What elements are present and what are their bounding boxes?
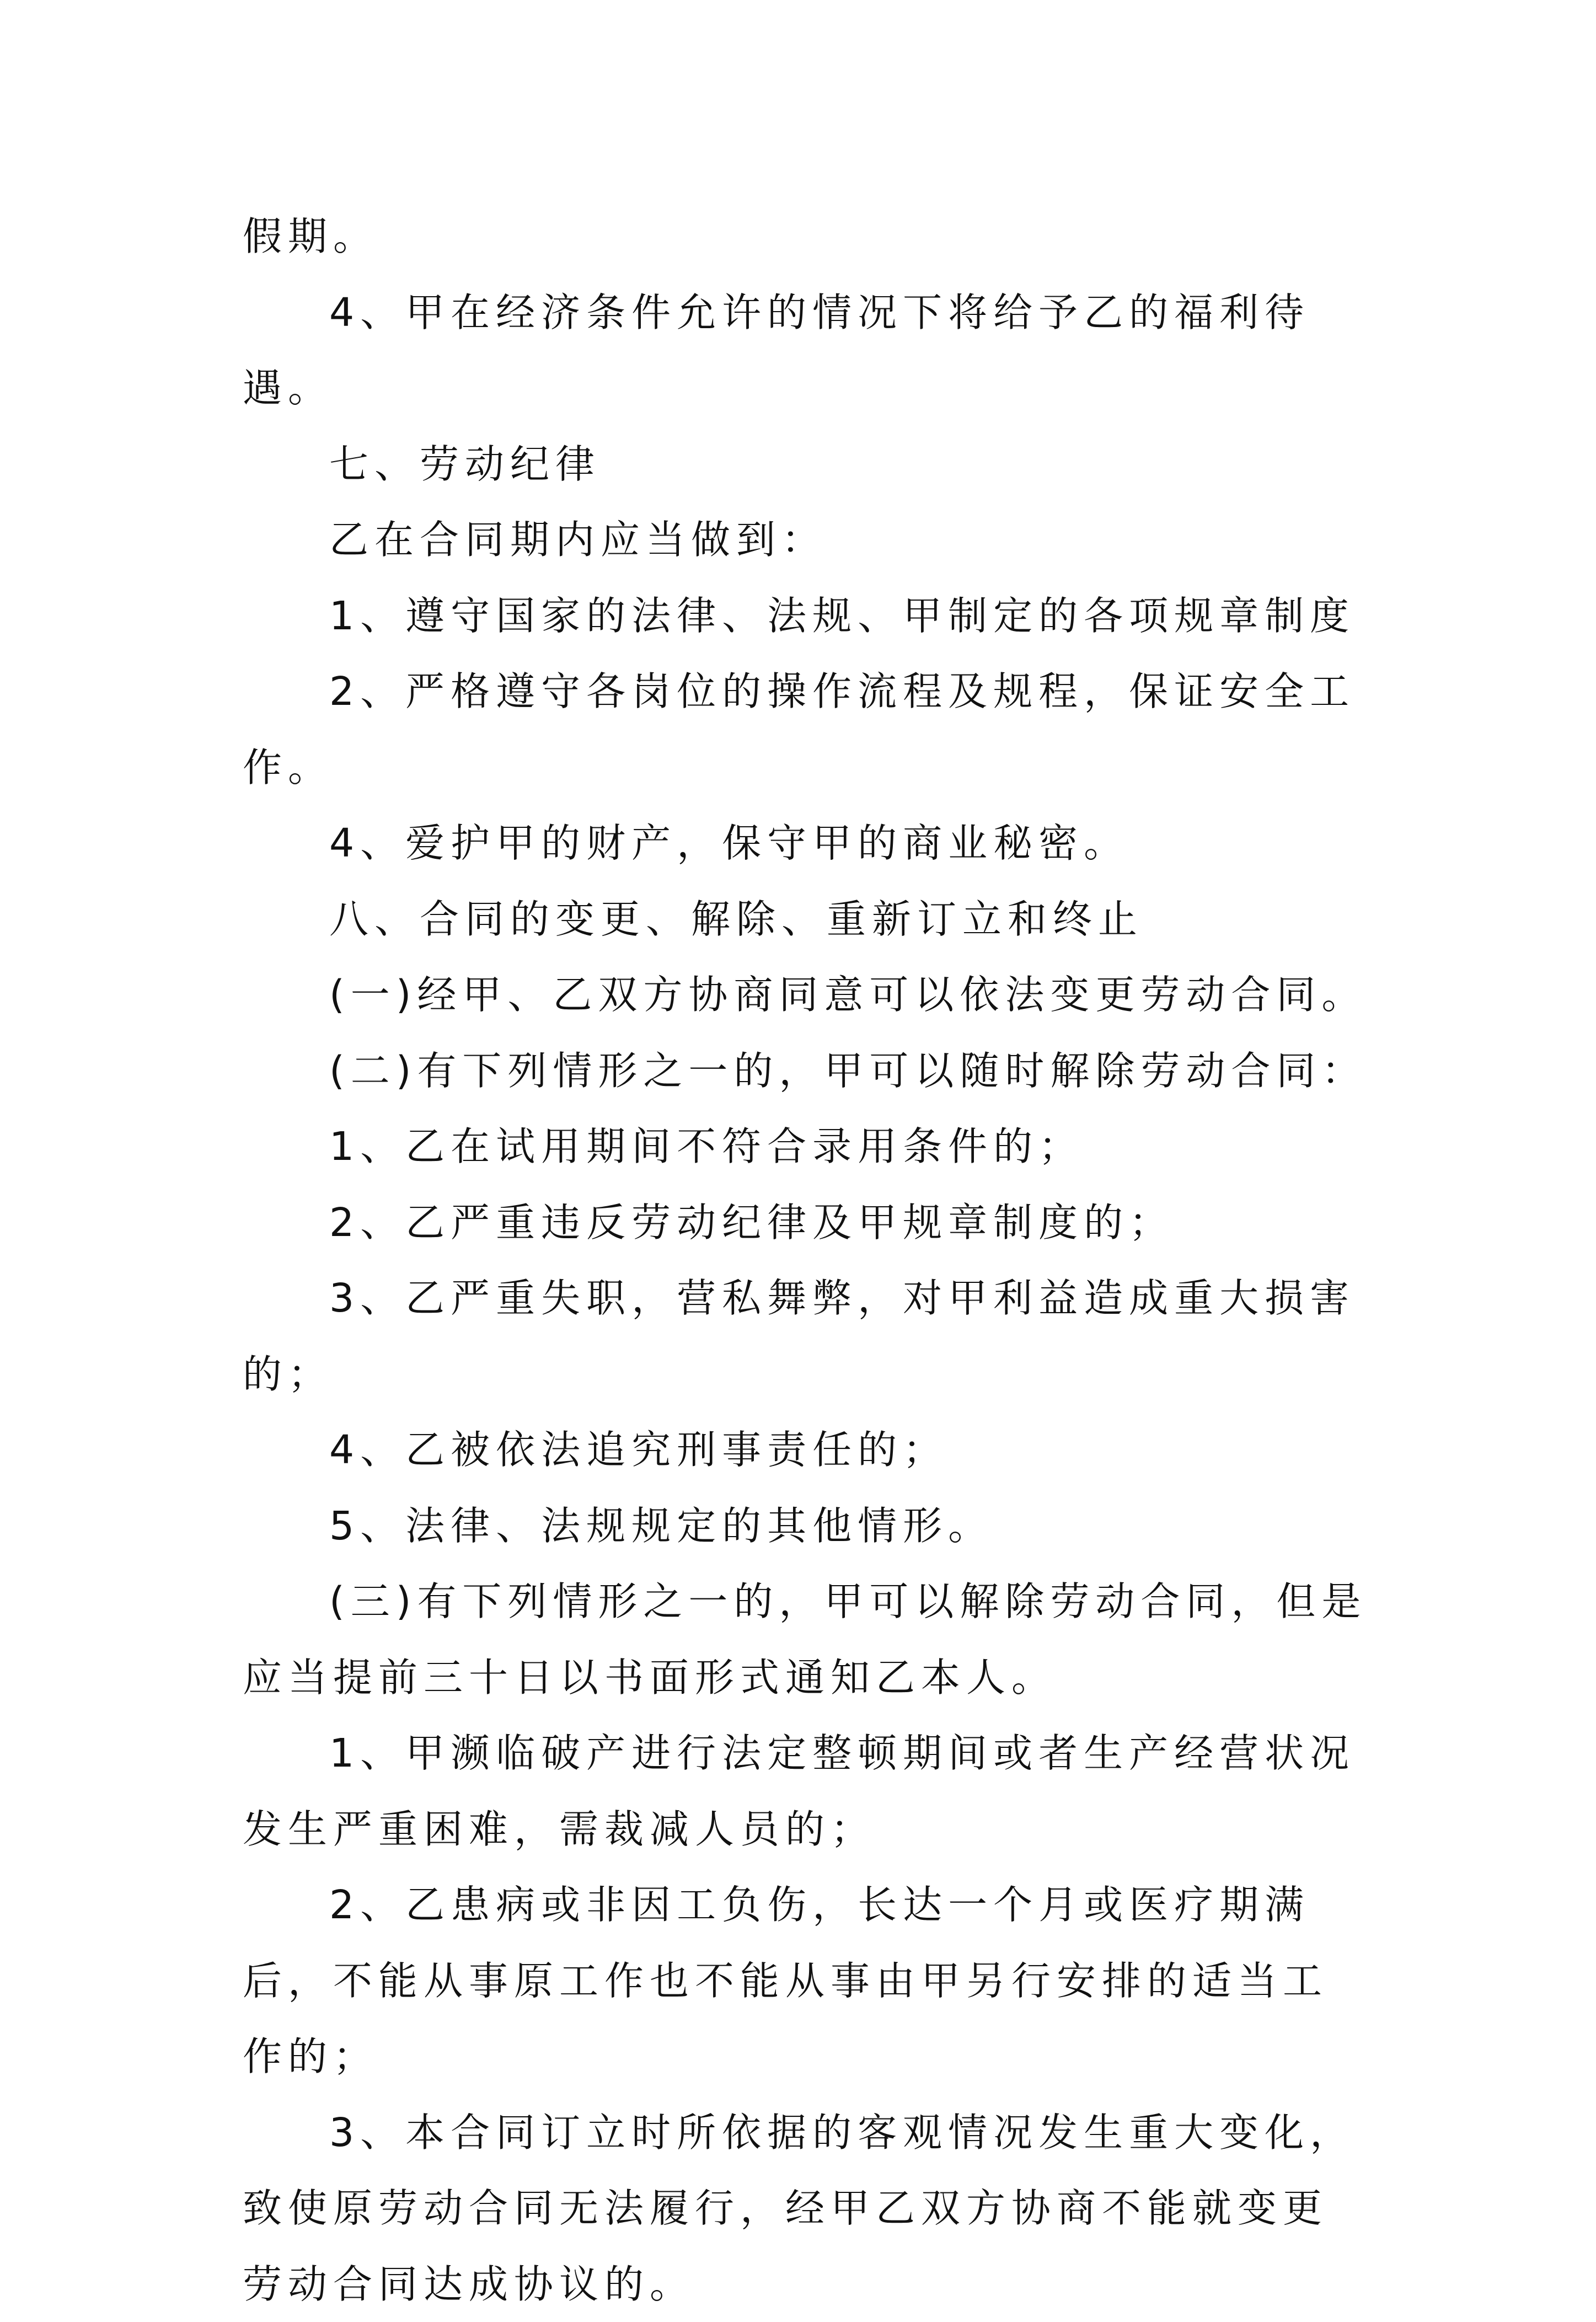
clause-notice-termination: (三)有下列情形之一的，甲可以解除劳动合同，但是应当提前三十日以书面形式通知乙本人。 <box>243 1564 1368 1715</box>
list-item-circumstance-change: 3、本合同订立时所依据的客观情况发生重大变化，致使原劳动合同无法履行，经甲乙双方协商不能就变更劳动合同达成协议的。 <box>243 2095 1368 2322</box>
section-heading-labor-discipline: 七、劳动纪律 <box>243 426 1368 502</box>
section-heading-contract-changes: 八、合同的变更、解除、重新订立和终止 <box>243 881 1368 957</box>
list-item-obey-laws: 1、遵守国家的法律、法规、甲制定的各项规章制度 <box>243 578 1368 654</box>
list-item-discipline-violation: 2、乙严重违反劳动纪律及甲规章制度的； <box>243 1185 1368 1261</box>
list-item-follow-procedures: 2、严格遵守各岗位的操作流程及规程，保证安全工作。 <box>243 654 1368 805</box>
list-item-other-cases: 5、法律、法规规定的其他情形。 <box>243 1488 1368 1564</box>
list-item-protect-property: 4、爱护甲的财产，保守甲的商业秘密。 <box>243 805 1368 881</box>
paragraph-welfare: 4、甲在经济条件允许的情况下将给予乙的福利待遇。 <box>243 275 1368 426</box>
document-body <box>243 199 1368 2322</box>
clause-mutual-change: (一)经甲、乙双方协商同意可以依法变更劳动合同。 <box>243 957 1368 1033</box>
clause-immediate-termination: (二)有下列情形之一的，甲可以随时解除劳动合同： <box>243 1033 1368 1109</box>
list-item-criminal-liability: 4、乙被依法追究刑事责任的； <box>243 1412 1368 1488</box>
paragraph-obligations-intro: 乙在合同期内应当做到： <box>243 502 1368 578</box>
paragraph-holiday: 假期。 <box>243 199 1368 275</box>
list-item-illness: 2、乙患病或非因工负伤，长达一个月或医疗期满后，不能从事原工作也不能从事由甲另行安排的适当工作的； <box>243 1867 1368 2095</box>
list-item-bankruptcy: 1、甲濒临破产进行法定整顿期间或者生产经营状况发生严重困难，需裁减人员的； <box>243 1715 1368 1867</box>
list-item-probation: 1、乙在试用期间不符合录用条件的； <box>243 1109 1368 1185</box>
list-item-misconduct: 3、乙严重失职，营私舞弊，对甲利益造成重大损害的； <box>243 1260 1368 1412</box>
